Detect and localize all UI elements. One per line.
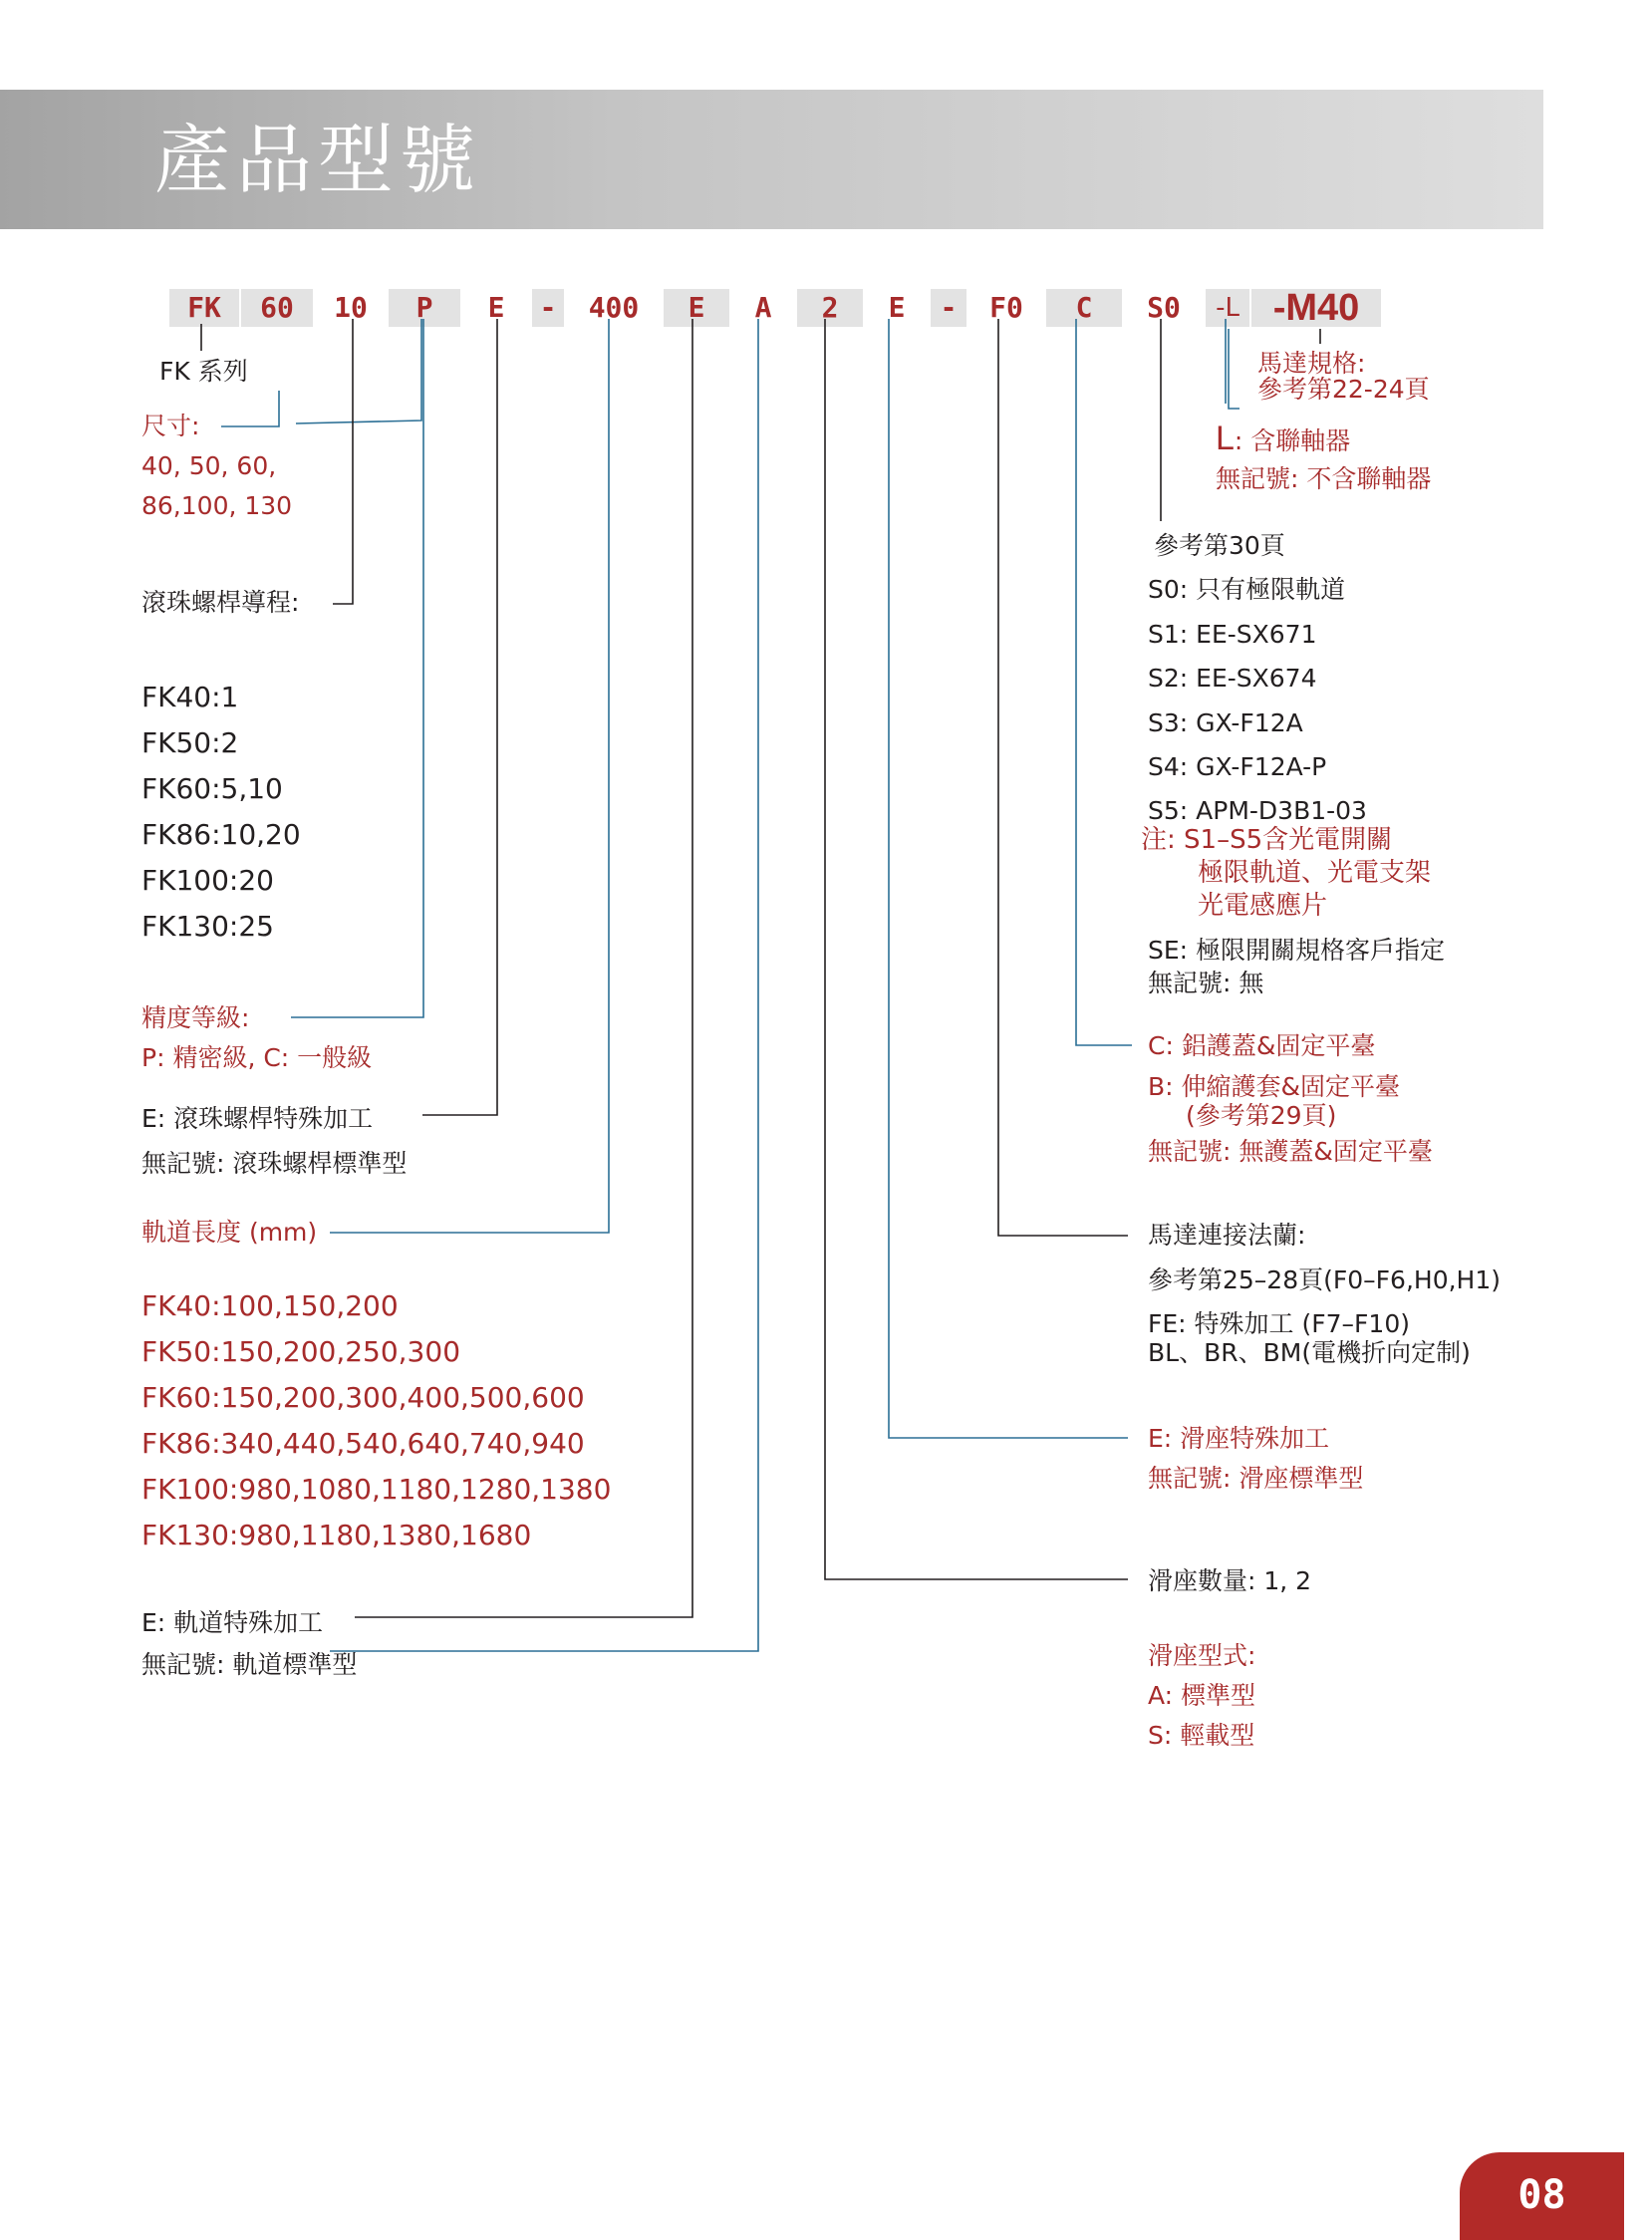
code-segment-dash-2: - — [931, 289, 966, 327]
screw-e-label: E: 滾珠螺桿特殊加工 — [141, 1104, 374, 1133]
sensor-none: 無記號: 無 — [1148, 969, 1264, 997]
coupling-code: L — [1216, 420, 1235, 457]
page-number: 08 — [1517, 2172, 1566, 2218]
code-segment-motor: -M40 — [1251, 289, 1381, 327]
slider-qty: 滑座數量: 1, 2 — [1148, 1566, 1312, 1595]
code-segment-precision: P — [389, 289, 460, 327]
leader-rail-length — [330, 319, 609, 1233]
leader-coupling-hook — [1229, 329, 1239, 409]
cover-none: 無記號: 無護蓋&固定平臺 — [1148, 1137, 1433, 1166]
code-segment-size: 60 — [241, 289, 313, 327]
code-segment-rail-length: 400 — [588, 291, 640, 324]
precision-label: 精度等級: — [141, 1003, 250, 1032]
code-segment-flange: F0 — [989, 291, 1023, 324]
code-segment-dash: - — [532, 289, 564, 327]
size-values-line-1: 40, 50, 60, — [141, 451, 277, 480]
rail-none-label: 無記號: 軌道標準型 — [141, 1650, 358, 1679]
cover-b: B: 伸縮護套&固定平臺 — [1148, 1072, 1401, 1101]
lead-label: 滾珠螺桿導程: — [141, 588, 300, 617]
lead-value-fk50: FK50:2 — [141, 726, 239, 759]
leader-screw — [422, 319, 497, 1115]
sensor-note-line-1: 注: S1–S5含光電開關 — [1141, 825, 1393, 855]
sensor-s5: S5: APM-D3B1-03 — [1148, 796, 1367, 825]
slider-e: E: 滑座特殊加工 — [1148, 1424, 1330, 1453]
leader-slider-qty — [825, 319, 1128, 1579]
series-label: FK 系列 — [159, 357, 248, 386]
size-values-line-2: 86,100, 130 — [141, 491, 293, 520]
motor-spec-label: 馬達規格: — [1257, 349, 1366, 378]
rail-length-fk130: FK130:980,1180,1380,1680 — [141, 1519, 532, 1551]
size-label: 尺寸: — [141, 412, 200, 440]
sensor-note-line-2: 極限軌道、光電支架 — [1198, 858, 1432, 888]
rail-length-fk40: FK40:100,150,200 — [141, 1289, 399, 1322]
sensor-s2: S2: EE-SX674 — [1148, 664, 1317, 693]
sensor-s0: S0: 只有極限軌道 — [1148, 575, 1346, 604]
coupling-option — [1216, 420, 1351, 457]
leader-lead — [333, 319, 353, 604]
leader-size — [221, 391, 279, 426]
code-segment-lead: 10 — [334, 291, 368, 324]
code-segment-rail: E — [664, 289, 729, 327]
screw-none-label: 無記號: 滾珠螺桿標準型 — [141, 1149, 408, 1178]
sensor-note-line-3: 光電感應片 — [1198, 891, 1328, 921]
rail-length-label: 軌道長度 (mm) — [141, 1218, 318, 1247]
code-segment-sensor: S0 — [1147, 291, 1181, 324]
lead-value-fk86: FK86:10,20 — [141, 818, 301, 851]
code-segment-cover: C — [1046, 289, 1122, 327]
sensor-s1: S1: EE-SX671 — [1148, 620, 1317, 649]
motor-spec-ref: 參考第22-24頁 — [1257, 375, 1430, 404]
leader-precision — [296, 319, 421, 423]
sensor-s3: S3: GX-F12A — [1148, 708, 1303, 737]
flange-bl: BL、BR、BM(電機折向定制) — [1148, 1338, 1471, 1367]
code-segment-slider: E — [888, 291, 906, 324]
slider-type-s: S: 輕載型 — [1148, 1721, 1255, 1750]
rail-length-fk100: FK100:980,1080,1180,1280,1380 — [141, 1473, 612, 1506]
flange-label: 馬達連接法蘭: — [1148, 1221, 1306, 1250]
code-segment-slider-type: A — [754, 291, 772, 324]
precision-values: P: 精密級, C: 一般級 — [141, 1043, 373, 1072]
leader-slider-e — [889, 319, 1128, 1438]
leader-flange — [998, 319, 1128, 1236]
flange-ref: 參考第25–28頁(F0–F6,H0,H1) — [1148, 1265, 1502, 1294]
code-segment-screw: E — [487, 291, 505, 324]
sensor-se: SE: 極限開關規格客戶指定 — [1148, 936, 1446, 965]
slider-type-label: 滑座型式: — [1148, 1641, 1256, 1670]
page-title: 產品型號 — [154, 116, 481, 204]
slider-none: 無記號: 滑座標準型 — [1148, 1464, 1364, 1493]
code-segment-slider-qty: 2 — [797, 289, 863, 327]
code-segment-coupling: -L — [1206, 289, 1249, 327]
coupling-text: : 含聯軸器 — [1234, 426, 1351, 455]
lead-value-fk60: FK60:5,10 — [141, 772, 283, 805]
flange-fe: FE: 特殊加工 (F7–F10) — [1148, 1309, 1410, 1338]
rail-length-fk50: FK50:150,200,250,300 — [141, 1335, 461, 1368]
rail-e-label: E: 軌道特殊加工 — [141, 1608, 324, 1637]
lead-value-fk130: FK130:25 — [141, 910, 274, 943]
rail-length-fk86: FK86:340,440,540,640,740,940 — [141, 1427, 585, 1460]
slider-type-a: A: 標準型 — [1148, 1681, 1256, 1710]
coupling-none: 無記號: 不含聯軸器 — [1216, 464, 1432, 493]
lead-value-fk100: FK100:20 — [141, 864, 274, 897]
leader-cover — [1076, 319, 1132, 1045]
rail-length-fk60: FK60:150,200,300,400,500,600 — [141, 1381, 585, 1414]
lead-value-fk40: FK40:1 — [141, 681, 239, 713]
code-segment-series: FK — [169, 289, 239, 327]
cover-b-ref: (參考第29頁) — [1186, 1101, 1337, 1130]
sensor-s4: S4: GX-F12A-P — [1148, 752, 1327, 781]
cover-c: C: 鋁護蓋&固定平臺 — [1148, 1031, 1376, 1060]
sensor-ref: 參考第30頁 — [1154, 531, 1285, 560]
